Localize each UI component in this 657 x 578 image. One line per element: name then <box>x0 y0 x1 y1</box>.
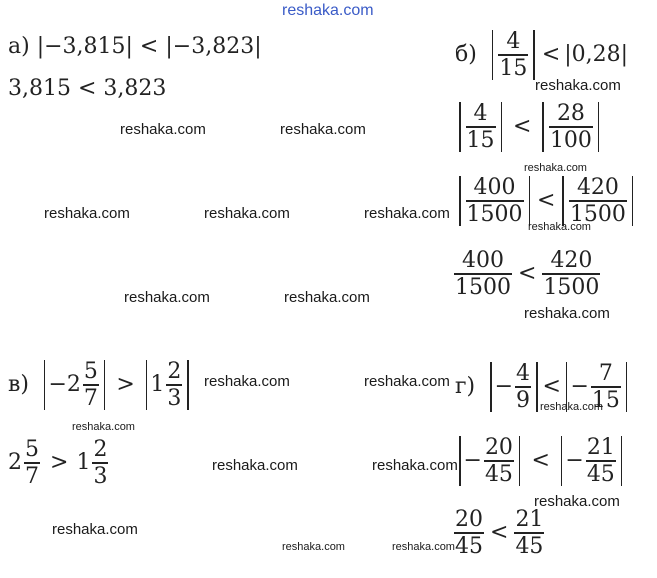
part-a-label: а) <box>8 34 30 59</box>
abs-bar <box>490 362 492 412</box>
sign: − <box>48 371 67 397</box>
part-b-line3 <box>456 176 636 226</box>
whole-part: 2 <box>66 371 81 397</box>
denominator: 15 <box>466 127 495 153</box>
denominator: 1500 <box>466 201 523 227</box>
part-a-line1 <box>8 36 262 58</box>
denominator: 45 <box>515 533 544 559</box>
watermark: reshaka.com <box>280 121 366 138</box>
watermark: reshaka.com <box>282 541 345 553</box>
numerator: 5 <box>25 437 39 462</box>
fraction <box>514 508 544 558</box>
abs-bar <box>536 362 538 412</box>
whole-part: 1 <box>76 449 91 475</box>
sign: − <box>570 373 589 399</box>
sign: − <box>463 447 482 473</box>
operator: < <box>537 187 556 213</box>
abs-bar <box>562 176 564 226</box>
watermark: reshaka.com <box>372 457 458 474</box>
abs-bar <box>459 176 461 226</box>
operator: < <box>490 519 509 545</box>
watermark: reshaka.com <box>364 373 450 390</box>
fraction <box>549 102 593 152</box>
denominator: 45 <box>455 533 483 559</box>
abs-bar <box>632 176 634 226</box>
part-v-line1 <box>8 360 192 410</box>
watermark: reshaka.com <box>204 373 290 390</box>
watermark: reshaka.com <box>534 493 620 510</box>
numerator: 400 <box>462 248 504 273</box>
watermark: reshaka.com <box>364 205 450 222</box>
numerator: 420 <box>550 248 593 273</box>
mixed-number <box>8 438 42 488</box>
denominator: 100 <box>549 127 592 153</box>
fraction <box>542 249 600 299</box>
fraction <box>466 102 496 152</box>
watermark: reshaka.com <box>540 401 603 413</box>
abs-bar <box>519 436 521 486</box>
numerator: 28 <box>556 101 585 126</box>
denominator: 7 <box>25 463 39 489</box>
denominator: 9 <box>516 387 531 413</box>
abs-bar <box>187 360 189 410</box>
abs-bar <box>459 436 461 486</box>
part-v-line2 <box>8 438 110 488</box>
fraction <box>515 362 531 412</box>
mixed-number <box>76 438 110 488</box>
numerator: 2 <box>93 437 108 462</box>
operator: > <box>50 449 69 475</box>
mixed-number <box>150 360 184 410</box>
abs-bar <box>492 30 494 80</box>
fraction <box>454 508 484 558</box>
watermark: reshaka.com <box>120 121 206 138</box>
numerator: 20 <box>455 507 483 532</box>
watermark: reshaka.com <box>44 205 130 222</box>
abs-bar <box>146 360 148 410</box>
abs-bar <box>459 102 461 152</box>
part-g-label: г) <box>455 373 476 399</box>
part-b-line4 <box>452 249 602 299</box>
operator: < <box>542 373 561 399</box>
watermark: reshaka.com <box>392 541 455 553</box>
numerator: 4 <box>473 101 488 126</box>
denominator: 45 <box>586 461 615 487</box>
denominator: 3 <box>93 463 108 489</box>
denominator: 15 <box>499 55 528 81</box>
fraction <box>498 30 528 80</box>
mixed-number <box>67 360 101 410</box>
watermark: reshaka.com <box>535 77 621 94</box>
operator: < <box>541 41 561 67</box>
numerator: 5 <box>83 359 98 384</box>
whole-part: 2 <box>8 449 22 475</box>
watermark: reshaka.com <box>524 305 610 322</box>
fraction <box>466 176 524 226</box>
abs-bar <box>104 360 106 410</box>
watermark: reshaka.com <box>212 457 298 474</box>
operator: > <box>116 371 135 397</box>
fraction <box>569 176 627 226</box>
numerator: 2 <box>167 359 182 384</box>
rhs-value: |0,28| <box>564 41 629 67</box>
denominator: 15 <box>591 387 620 413</box>
operator: < <box>531 447 550 473</box>
watermark: reshaka.com <box>524 162 587 174</box>
numerator: 420 <box>576 175 619 200</box>
fraction <box>83 360 99 410</box>
part-g-line2 <box>456 436 625 486</box>
sign: − <box>494 373 514 399</box>
fraction <box>586 436 616 486</box>
part-b-label: б) <box>455 41 477 67</box>
part-b-line1 <box>455 30 628 80</box>
abs-bar <box>621 436 623 486</box>
part-v-label: в) <box>8 371 29 397</box>
fraction <box>24 438 40 488</box>
fraction <box>484 436 514 486</box>
abs-bar <box>44 360 46 410</box>
watermark: reshaka.com <box>284 289 370 306</box>
numerator: 4 <box>506 29 521 54</box>
abs-bar <box>561 436 563 486</box>
denominator: 45 <box>484 461 513 487</box>
numerator: 400 <box>473 175 516 200</box>
abs-bar <box>626 362 628 412</box>
watermark: reshaka.com <box>204 205 290 222</box>
watermark: reshaka.com <box>528 221 591 233</box>
watermark: reshaka.com <box>52 521 138 538</box>
numerator: 7 <box>598 361 613 386</box>
abs-bar <box>598 102 600 152</box>
denominator: 3 <box>167 385 182 411</box>
watermark: reshaka.com <box>124 289 210 306</box>
watermark-top: reshaka.com <box>282 2 374 19</box>
numerator: 21 <box>515 507 544 532</box>
numerator: 21 <box>586 435 615 460</box>
part-g-line3 <box>452 508 546 558</box>
numerator: 4 <box>516 361 531 386</box>
part-b-line2 <box>456 102 602 152</box>
fraction <box>92 438 108 488</box>
denominator: 1500 <box>455 274 511 300</box>
operator: < <box>513 113 532 139</box>
abs-bar <box>501 102 503 152</box>
operator: < <box>518 260 537 286</box>
fraction <box>454 249 512 299</box>
denominator: 1500 <box>569 201 626 227</box>
part-a-expression: |−3,815| < |−3,823| <box>36 34 262 59</box>
sign: − <box>565 447 584 473</box>
abs-bar <box>533 30 535 80</box>
watermark: reshaka.com <box>72 421 135 433</box>
part-a-line2: 3,815 < 3,823 <box>8 76 167 101</box>
abs-bar <box>542 102 544 152</box>
abs-bar <box>529 176 531 226</box>
denominator: 7 <box>83 385 98 411</box>
denominator: 1500 <box>543 274 600 300</box>
whole-part: 1 <box>150 371 165 397</box>
numerator: 20 <box>484 435 513 460</box>
fraction <box>166 360 182 410</box>
